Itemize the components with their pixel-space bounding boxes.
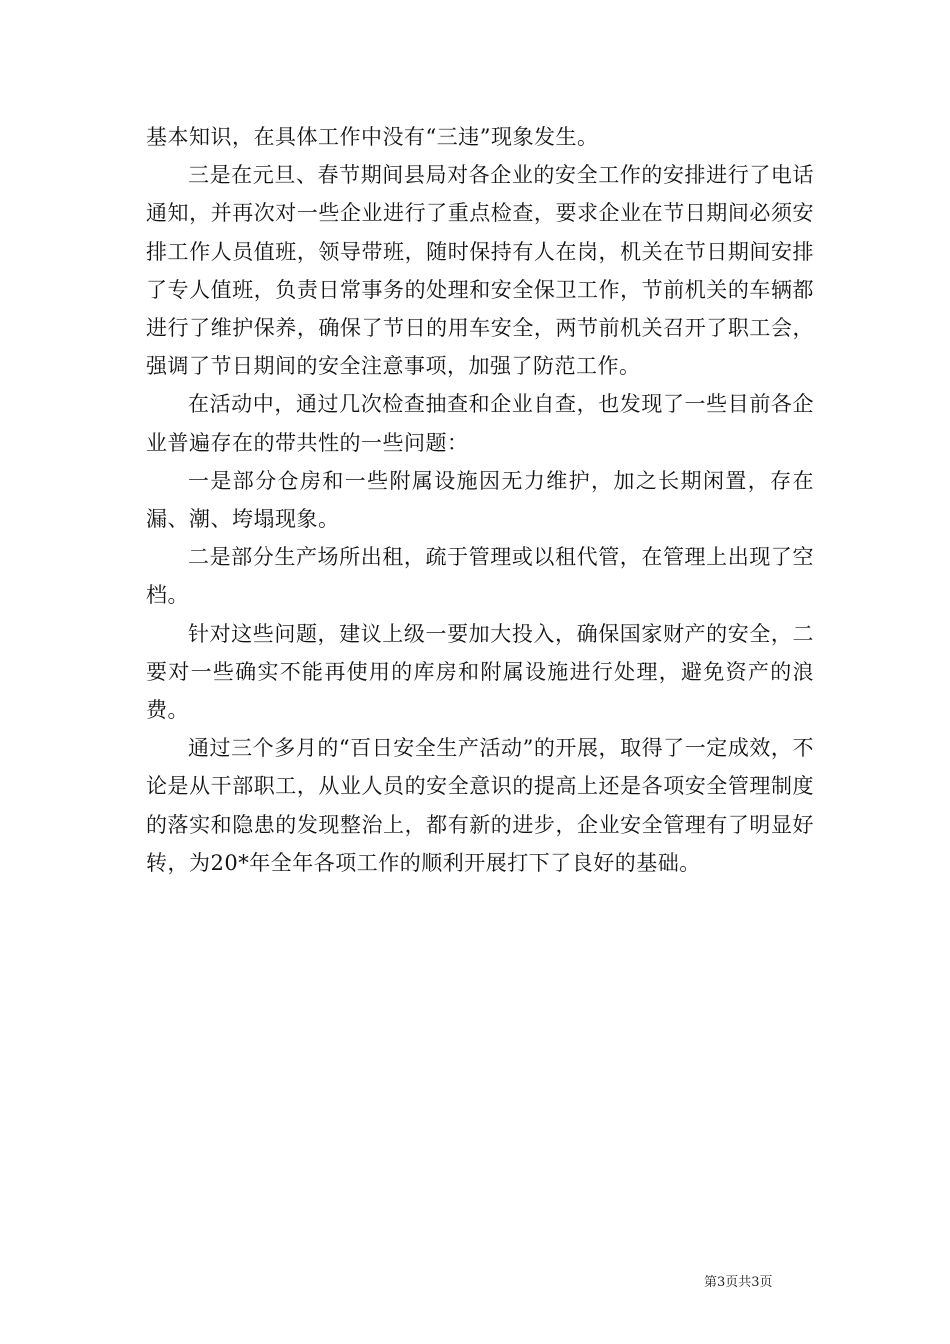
paragraph-1: 基本知识，在具体工作中没有“三违”现象发生。: [146, 125, 599, 149]
document-body: [146, 118, 814, 882]
paragraph-5: 二是部分生产场所出租，疏于管理或以租代管，在管理上出现了空档。: [146, 545, 814, 608]
paragraph-3: 在活动中，通过几次检查抽查和企业自查，也发现了一些目前各企业普遍存在的带共性的一些问题：: [146, 392, 814, 455]
page-number-footer: 第3页共3页: [704, 1275, 773, 1290]
paragraph-6: 针对这些问题，建议上级一要加大投入，确保国家财产的安全，二要对一些确实不能再使用的库房和附属设施进行处理，避免资产的浪费。: [146, 621, 814, 723]
paragraph-7: 通过三个多月的“百日安全生产活动”的开展，取得了一定成效，不论是从干部职工，从业人员的安全意识的提高上还是各项安全管理制度的落实和隐患的发现整治上，都有新的进步，企业安全管理有了明显好转，为20*年全年各项工作的顺利开展打下了良好的基础。: [146, 736, 814, 875]
paragraph-4: 一是部分仓房和一些附属设施因无力维护，加之长期闲置，存在漏、潮、垮塌现象。: [146, 468, 814, 532]
paragraph-2: 三是在元旦、春节期间县局对各企业的安全工作的安排进行了电话通知，并再次对一些企业进行了重点检查，要求企业在节日期间必须安排工作人员值班，领导带班，随时保持有人在岗，机关在节日期间安排了专人值班，负责日常事务的处理和安全保卫工作，节前机关的车辆都进行了维护保养，确保了节日的用车安全，两节前机关召开了职工会，强调了节日期间的安全注意事项，加强了防范工作。: [146, 163, 814, 379]
